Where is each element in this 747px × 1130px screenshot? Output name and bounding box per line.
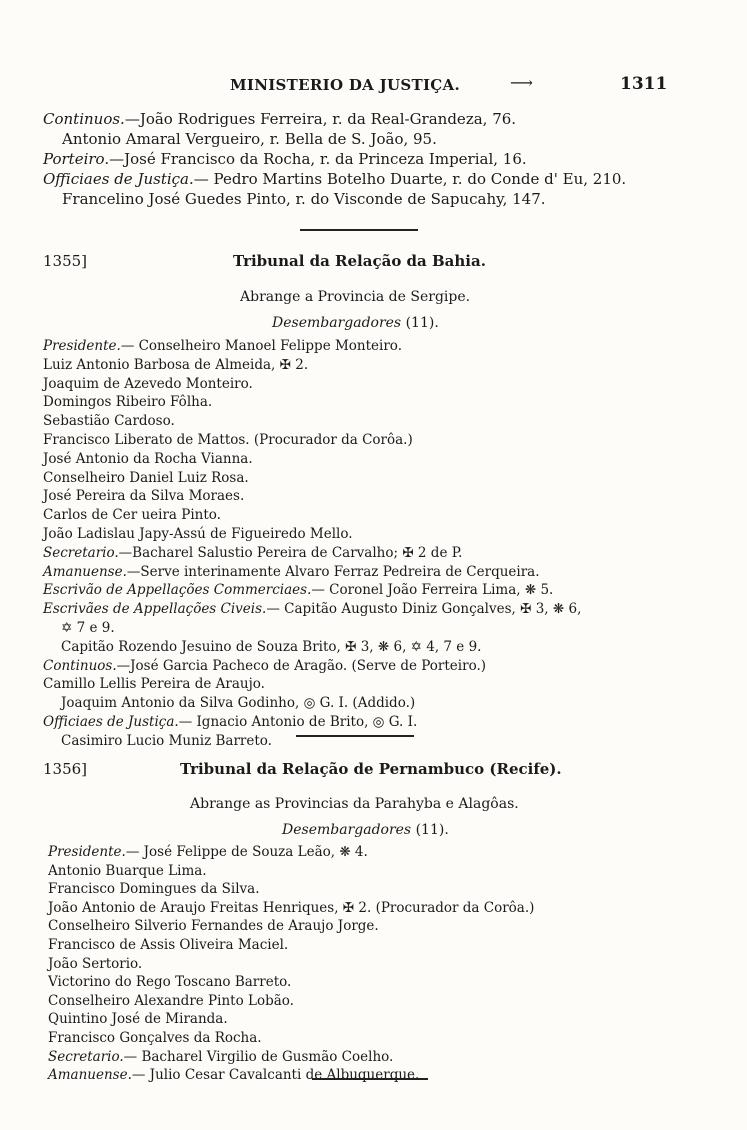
presidente-text: — José Felippe de Souza Leão, ❋ 4. — [125, 844, 368, 860]
presidente-text: — Conselheiro Manoel Felippe Monteiro. — [120, 338, 402, 354]
continuos-text: —João Rodrigues Ferreira, r. da Real-Grandeza, 76. — [124, 110, 517, 128]
amanuense-text: —Serve interinamente Alvaro Ferraz Pedreira de Cerqueira. — [126, 563, 540, 580]
list-item: Camillo Lellis Pereira de Araujo. — [43, 676, 265, 693]
list-item — [43, 600, 581, 619]
escrivao-label: Escrivão de Appellações Commerciaes. — [43, 582, 312, 599]
presidente-label: Presidente. — [43, 338, 121, 354]
amanuense-label: Amanuense. — [43, 563, 127, 580]
escrivaes-text: — Capitão Augusto Diniz Gonçalves, ✠ 3, ❋ 6, — [266, 601, 582, 618]
escrivaes-label: Escrivães de Appellações Civeis. — [43, 601, 267, 618]
officiaes-text: — Ignacio Antonio de Brito, ◎ G. I. — [178, 713, 418, 730]
list-item — [43, 581, 581, 600]
group-count: (11). — [415, 822, 449, 838]
porteiro-label: Porteiro. — [43, 150, 110, 168]
officiaes-label: Officiaes de Justiça. — [43, 170, 194, 188]
arrow-mark-icon: ⟶ — [510, 73, 533, 92]
section-title: Tribunal da Relação da Bahia. — [233, 252, 486, 270]
escrivao-text: — Coronel João Ferreira Lima, ❋ 5. — [311, 582, 554, 599]
officiaes-line — [43, 170, 626, 188]
list-item: Conselheiro Daniel Luiz Rosa. — [43, 469, 249, 486]
list-item: Carlos de Cer ueira Pinto. — [43, 507, 221, 524]
list-item: Francisco Domingues da Silva. — [48, 881, 260, 898]
secretario-label: Secretario. — [43, 544, 119, 561]
group-heading — [272, 314, 439, 332]
list-item: Joaquim de Azevedo Monteiro. — [43, 375, 253, 392]
secretario-text: —Bacharel Salustio Pereira de Carvalho; ✠ 2 de P. — [118, 544, 463, 561]
list-item — [48, 1066, 534, 1085]
list-item: Luiz Antonio Barbosa de Almeida, ✠ 2. — [43, 356, 309, 373]
list-item: João Sertorio. — [48, 955, 143, 972]
amanuense-label: Amanuense. — [48, 1067, 132, 1084]
list-item — [43, 563, 581, 582]
list-item: Conselheiro Alexandre Pinto Lobão. — [48, 992, 294, 1009]
officiaes-label: Officiaes de Justiça. — [43, 713, 179, 730]
continuos-label: Continuos. — [43, 657, 117, 674]
list-item — [43, 544, 581, 563]
list-item: Quintino José de Miranda. — [48, 1011, 228, 1028]
list-item: João Ladislau Japy-Assú de Figueiredo Mello. — [43, 525, 353, 542]
section-divider — [312, 1078, 428, 1080]
pernambuco-list — [48, 843, 534, 1085]
group-label: Desembargadores — [282, 822, 412, 838]
continuos-text: —José Garcia Pacheco de Aragão. (Serve de Porteiro.) — [116, 657, 487, 674]
officiaes-text: — Pedro Martins Botelho Duarte, r. do Conde d' Eu, 210. — [193, 170, 627, 188]
list-item: Joaquim Antonio da Silva Godinho, ◎ G. I. (Addido.) — [61, 695, 416, 712]
list-item: ✡ 7 e 9. — [61, 619, 115, 636]
bahia-list — [43, 337, 581, 751]
section-scope: Abrange as Provincias da Parahyba e Alagôas. — [190, 796, 519, 812]
group-count: (11). — [405, 315, 439, 331]
list-item: Francisco de Assis Oliveira Maciel. — [48, 936, 289, 953]
list-item: Conselheiro Silverio Fernandes de Araujo Jorge. — [48, 918, 379, 935]
continuos-line — [43, 110, 516, 128]
section-number: 1356] — [43, 760, 88, 778]
page-number: 1311 — [620, 74, 668, 94]
section-title: Tribunal da Relação de Pernambuco (Recife). — [180, 760, 562, 778]
group-label: Desembargadores — [272, 315, 402, 331]
list-item: José Pereira da Silva Moraes. — [43, 488, 245, 505]
section-divider — [300, 229, 418, 231]
running-title: MINISTERIO DA JUSTIÇA. — [230, 76, 461, 94]
list-item — [43, 657, 581, 676]
amanuense-text: — Julio Cesar Cavalcanti de Albuquerque. — [131, 1067, 420, 1084]
list-item — [48, 1048, 534, 1067]
list-item — [43, 337, 581, 356]
list-item: Capitão Rozendo Jesuino de Souza Brito, ✠ 3, ❋ 6, ✡ 4, 7 e 9. — [61, 638, 482, 655]
continuos-line-2: Antonio Amaral Vergueiro, r. Bella de S. João, 95. — [62, 130, 437, 148]
presidente-label: Presidente. — [48, 844, 126, 860]
secretario-text: — Bacharel Virgilio de Gusmão Coelho. — [123, 1048, 394, 1065]
section-scope: Abrange a Provincia de Sergipe. — [240, 289, 471, 305]
list-item: Francisco Gonçalves da Rocha. — [48, 1029, 262, 1046]
list-item: Antonio Buarque Lima. — [48, 862, 207, 879]
list-item — [48, 843, 534, 862]
list-item: Domingos Ribeiro Fôlha. — [43, 394, 213, 411]
list-item — [43, 713, 581, 732]
porteiro-text: —José Francisco da Rocha, r. da Princeza Imperial, 16. — [109, 150, 527, 168]
list-item: Francisco Liberato de Mattos. (Procurador da Corôa.) — [43, 431, 413, 448]
section-divider — [296, 735, 414, 737]
section-number: 1355] — [43, 252, 88, 270]
list-item: Sebastião Cardoso. — [43, 413, 175, 430]
group-heading — [282, 821, 449, 839]
secretario-label: Secretario. — [48, 1048, 124, 1065]
officiaes-line-2: Francelino José Guedes Pinto, r. do Visconde de Sapucahy, 147. — [62, 190, 546, 208]
porteiro-line — [43, 150, 527, 168]
continuos-label: Continuos. — [43, 110, 125, 128]
list-item: João Antonio de Araujo Freitas Henriques, ✠ 2. (Procurador da Corôa.) — [48, 899, 535, 916]
list-item: Victorino do Rego Toscano Barreto. — [48, 974, 292, 991]
list-item: Casimiro Lucio Muniz Barreto. — [61, 732, 272, 749]
list-item: José Antonio da Rocha Vianna. — [43, 450, 253, 467]
